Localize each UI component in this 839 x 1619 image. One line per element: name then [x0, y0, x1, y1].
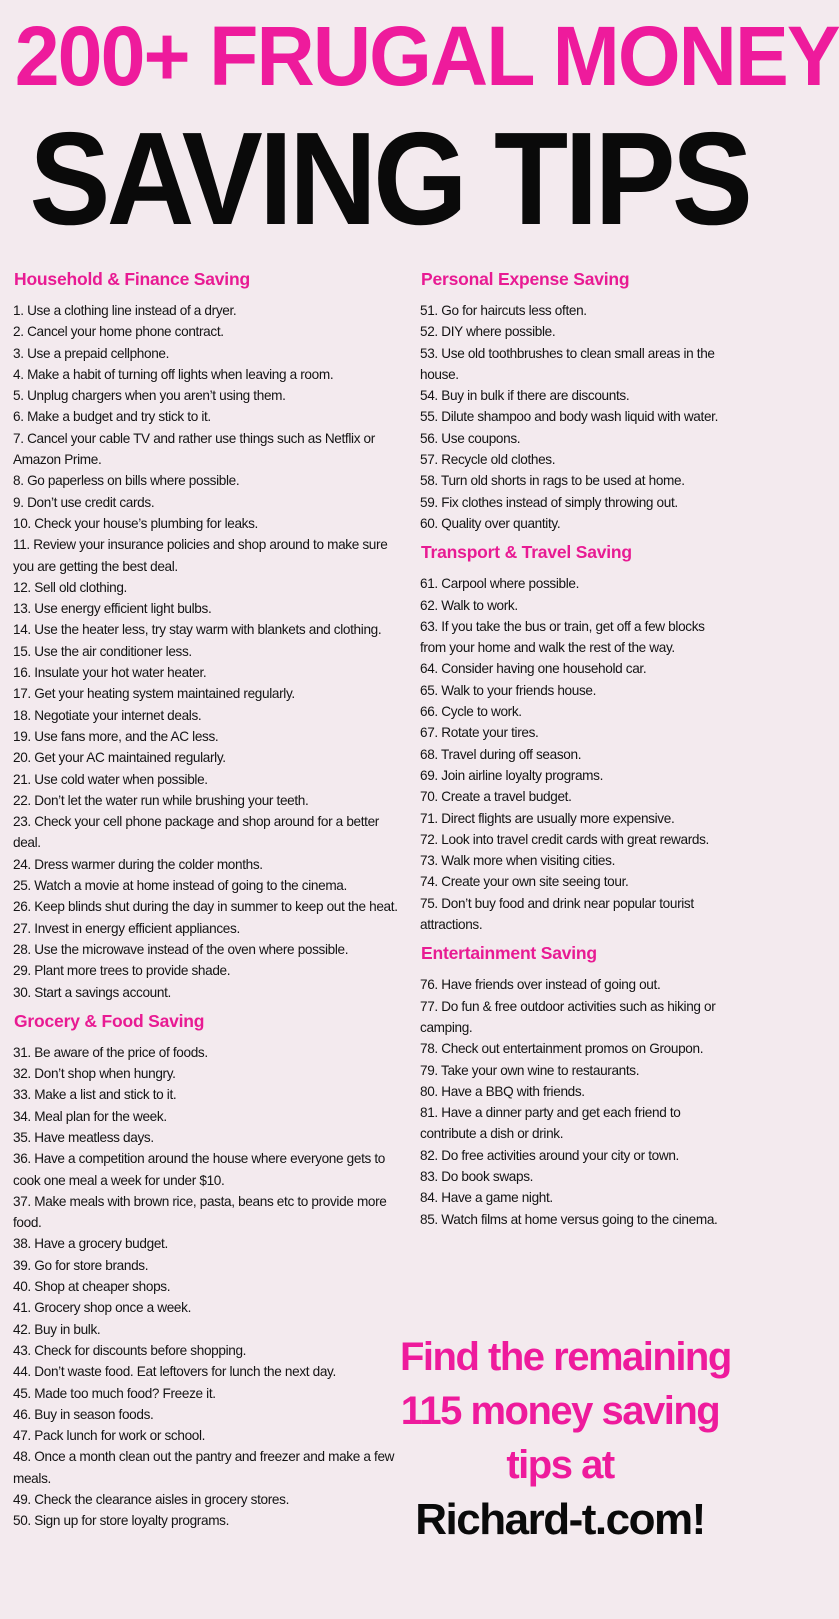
tip-item: 46. Buy in season foods.	[13, 1406, 154, 1422]
tip-item: 56. Use coupons.	[420, 430, 521, 446]
tip-item: 57. Recycle old clothes.	[420, 452, 556, 468]
tip-item: 75. Don’t buy food and drink near popular tourist attractions.	[420, 895, 694, 933]
tip-item: 55. Dilute shampoo and body wash liquid with water.	[420, 409, 719, 425]
tip-list-personal	[420, 300, 728, 534]
tip-item: 61. Carpool where possible.	[420, 576, 580, 592]
promo-callout	[400, 1330, 731, 1548]
section-title-household: Household & Finance Saving	[14, 269, 250, 289]
tip-item: 62. Walk to work.	[420, 597, 518, 613]
section-title-entertainment: Entertainment Saving	[421, 943, 597, 964]
tip-item: 37. Make meals with brown rice, pasta, beans etc to provide more food.	[13, 1193, 387, 1231]
tip-list-household	[13, 300, 408, 1003]
tip-item: 66. Cycle to work.	[420, 704, 522, 720]
tip-item: 85. Watch films at home versus going to the cinema.	[420, 1211, 718, 1227]
tip-item: 39. Go for store brands.	[13, 1257, 149, 1273]
tip-list-transport	[420, 573, 728, 935]
tip-item: 67. Rotate your tires.	[420, 725, 539, 741]
tip-item: 19. Use fans more, and the AC less.	[13, 728, 219, 744]
tip-item: 65. Walk to your friends house.	[420, 682, 597, 698]
tip-item: 20. Get your AC maintained regularly.	[13, 750, 226, 766]
tip-item: 74. Create your own site seeing tour.	[420, 874, 629, 890]
tip-item: 33. Make a list and stick to it.	[13, 1087, 177, 1103]
tip-item: 34. Meal plan for the week.	[13, 1108, 167, 1124]
section-title-transport: Transport & Travel Saving	[421, 542, 632, 563]
section-title-personal: Personal Expense Saving	[421, 269, 630, 289]
promo-line-1: Find the remaining	[400, 1335, 731, 1379]
right-column	[420, 268, 728, 1230]
tip-item: 80. Have a BBQ with friends.	[420, 1083, 585, 1099]
tip-item: 72. Look into travel credit cards with great rewards.	[420, 831, 709, 847]
tip-item: 47. Pack lunch for work or school.	[13, 1428, 206, 1444]
tip-item: 25. Watch a movie at home instead of going to the cinema.	[13, 878, 347, 894]
tip-item: 79. Take your own wine to restaurants.	[420, 1062, 640, 1078]
title-line-1: 200+ FRUGAL MONEY	[14, 9, 839, 103]
tip-item: 68. Travel during off season.	[420, 746, 582, 762]
tip-item: 43. Check for discounts before shopping.	[13, 1342, 247, 1358]
tip-item: 9. Don’t use credit cards.	[13, 494, 155, 510]
tip-item: 44. Don’t waste food. Eat leftovers for lunch the next day.	[13, 1364, 336, 1380]
tip-item: 40. Shop at cheaper shops.	[13, 1279, 171, 1295]
tip-item: 31. Be aware of the price of foods.	[13, 1044, 208, 1060]
tip-item: 70. Create a travel budget.	[420, 789, 572, 805]
promo-line-2: 115 money saving	[400, 1389, 720, 1433]
tip-item: 81. Have a dinner party and get each friend to contribute a dish or drink.	[420, 1105, 681, 1142]
tip-item: 63. If you take the bus or train, get off a few blocks from your home and walk the rest of the way.	[420, 618, 705, 656]
tip-item: 13. Use energy efficient light bulbs.	[13, 601, 212, 617]
tip-item: 82. Do free activities around your city or town.	[420, 1147, 679, 1163]
tip-item: 45. Made too much food? Freeze it.	[13, 1385, 216, 1401]
tip-item: 60. Quality over quantity.	[420, 515, 561, 531]
tip-item: 29. Plant more trees to provide shade.	[13, 963, 231, 979]
tip-item: 15. Use the air conditioner less.	[13, 643, 192, 659]
tip-item: 73. Walk more when visiting cities.	[420, 853, 616, 869]
tip-item: 10. Check your house’s plumbing for leaks.	[13, 515, 258, 531]
tip-item: 78. Check out entertainment promos on Groupon.	[420, 1041, 704, 1057]
tip-item: 35. Have meatless days.	[13, 1129, 154, 1145]
tip-item: 53. Use old toothbrushes to clean small areas in the house.	[420, 345, 715, 382]
tip-item: 18. Negotiate your internet deals.	[13, 707, 202, 723]
tip-item: 69. Join airline loyalty programs.	[420, 767, 604, 783]
tip-item: 23. Check your cell phone package and shop around for a better deal.	[13, 814, 379, 851]
tip-item: 11. Review your insurance policies and shop around to make sure you are getting the best deal.	[13, 537, 388, 574]
tip-list-grocery	[13, 1042, 408, 1532]
tip-item: 48. Once a month clean out the pantry and freezer and make a few meals.	[13, 1449, 395, 1486]
tip-item: 12. Sell old clothing.	[13, 579, 127, 595]
tip-item: 76. Have friends over instead of going out.	[420, 977, 661, 993]
tip-item: 3. Use a prepaid cellphone.	[13, 345, 170, 361]
tip-item: 27. Invest in energy efficient appliances.	[13, 920, 240, 936]
left-column	[13, 268, 408, 1532]
tip-item: 21. Use cold water when possible.	[13, 771, 208, 787]
tip-item: 42. Buy in bulk.	[13, 1321, 101, 1337]
tip-item: 2. Cancel your home phone contract.	[13, 324, 224, 340]
tip-item: 77. Do fun & free outdoor activities such as hiking or camping.	[420, 998, 716, 1035]
tip-item: 24. Dress warmer during the colder months.	[13, 856, 263, 872]
tip-item: 14. Use the heater less, try stay warm with blankets and clothing.	[13, 622, 382, 638]
tip-item: 71. Direct flights are usually more expensive.	[420, 810, 675, 826]
tip-item: 50. Sign up for store loyalty programs.	[13, 1513, 230, 1529]
tip-item: 4. Make a habit of turning off lights when leaving a room.	[13, 366, 334, 382]
tip-item: 58. Turn old shorts in rags to be used at home.	[420, 473, 685, 489]
tip-item: 54. Buy in bulk if there are discounts.	[420, 388, 630, 404]
tip-item: 38. Have a grocery budget.	[13, 1236, 168, 1252]
tip-item: 30. Start a savings account.	[13, 984, 171, 1000]
tip-item: 83. Do book swaps.	[420, 1168, 534, 1184]
tip-item: 51. Go for haircuts less often.	[420, 303, 587, 318]
tip-item: 49. Check the clearance aisles in grocery stores.	[13, 1492, 290, 1508]
tip-item: 28. Use the microwave instead of the oven where possible.	[13, 941, 349, 957]
tip-item: 7. Cancel your cable TV and rather use things such as Netflix or Amazon Prime.	[13, 430, 375, 468]
tip-item: 6. Make a budget and try stick to it.	[13, 409, 211, 425]
tip-item: 59. Fix clothes instead of simply throwing out.	[420, 494, 678, 510]
tip-item: 26. Keep blinds shut during the day in summer to keep out the heat.	[13, 899, 398, 915]
tip-item: 64. Consider having one household car.	[420, 661, 647, 677]
tip-item: 52. DIY where possible.	[420, 324, 556, 340]
tip-item: 1. Use a clothing line instead of a dryer.	[13, 303, 237, 318]
tip-item: 22. Don’t let the water run while brushing your teeth.	[13, 792, 309, 808]
tip-list-entertainment	[420, 974, 728, 1230]
tip-item: 8. Go paperless on bills where possible.	[13, 473, 240, 489]
tip-item: 36. Have a competition around the house where everyone gets to cook one meal a week for under $10.	[13, 1151, 386, 1188]
tip-item: 41. Grocery shop once a week.	[13, 1300, 191, 1316]
tip-item: 5. Unplug chargers when you aren’t using them.	[13, 388, 286, 404]
title-line-2: SAVING TIPS	[29, 105, 750, 252]
promo-site-link[interactable]: Richard-t.com!	[415, 1495, 705, 1544]
tip-item: 17. Get your heating system maintained regularly.	[13, 686, 295, 702]
tip-item: 16. Insulate your hot water heater.	[13, 665, 207, 681]
tip-item: 32. Don’t shop when hungry.	[13, 1066, 176, 1082]
promo-line-3: tips at	[506, 1443, 614, 1487]
tip-item: 84. Have a game night.	[420, 1190, 553, 1206]
section-title-grocery: Grocery & Food Saving	[14, 1010, 205, 1031]
